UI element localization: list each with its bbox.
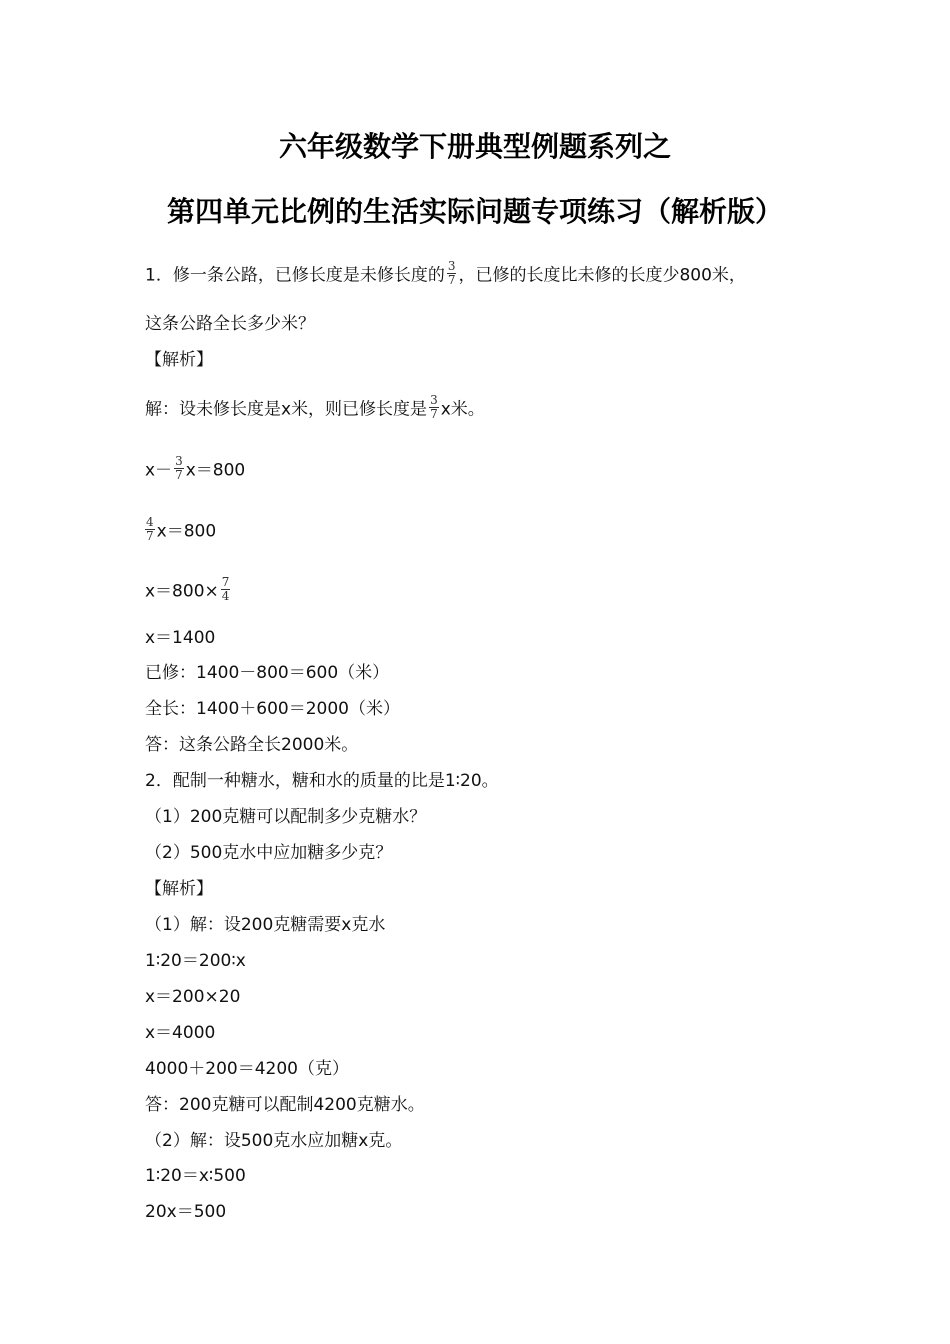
fraction-numerator: 7 (221, 575, 230, 589)
fraction-three-sevenths (429, 394, 439, 421)
fraction-denominator: 7 (430, 407, 438, 421)
equation-line-2 (145, 515, 217, 545)
equation-right: x＝800 (156, 521, 217, 542)
solution-text-part1: 解：设未修长度是x米，则已修长度是 (145, 399, 428, 420)
sub-2-equation-1: 1∶20＝x∶500 (145, 1166, 246, 1186)
fraction-denominator: 7 (447, 273, 456, 287)
equation-left: x－ (145, 460, 173, 481)
equation-line-1 (145, 454, 246, 484)
problem-1-question (145, 259, 746, 289)
problem-1-solution-setup (145, 393, 485, 423)
fraction-denominator: 7 (175, 468, 183, 482)
sub-1-answer: 答：200克糖可以配制4200克糖水。 (145, 1095, 425, 1115)
equation-line-4: x＝1400 (145, 628, 216, 648)
document-title-line-1: 六年级数学下册典型例题系列之 (278, 130, 671, 163)
fraction-denominator: 4 (221, 589, 230, 603)
problem-2-sub-question-1: （1）200克糖可以配制多少克糖水？ (145, 807, 427, 827)
fraction-numerator: 3 (430, 393, 438, 407)
problem-2-sub-question-2: （2）500克水中应加糖多少克？ (145, 843, 393, 863)
sub-1-equation-1: 1∶20＝200∶x (145, 951, 246, 971)
fraction-numerator: 3 (175, 454, 183, 468)
equation-right: x＝800 (185, 460, 246, 481)
equation-line-3 (145, 575, 232, 605)
equation-left: x＝800× (145, 581, 219, 602)
fraction-numerator: 4 (146, 515, 154, 529)
sub-2-equation-2: 20x＝500 (145, 1202, 227, 1222)
fraction-four-sevenths (145, 516, 155, 543)
question-text-part1: 1．修一条公路，已修长度是未修长度的 (145, 265, 445, 286)
document-title-line-2: 第四单元比例的生活实际问题专项练习（解析版） (166, 195, 783, 228)
total-length-calc: 全长：1400＋600＝2000（米） (145, 699, 400, 719)
problem-1-question-line-2: 这条公路全长多少米？ (145, 314, 315, 334)
fraction-three-sevenths (447, 260, 457, 287)
analysis-label-1: 【解析】 (145, 350, 213, 370)
repaired-length-calc: 已修：1400－800＝600（米） (145, 663, 390, 683)
sub-1-equation-4: 4000＋200＝4200（克） (145, 1059, 349, 1079)
sub-1-solution-setup: （1）解：设200克糖需要x克水 (145, 915, 386, 935)
solution-text-part2: x米。 (440, 399, 485, 420)
sub-1-equation-2: x＝200×20 (145, 987, 241, 1007)
problem-2-question: 2．配制一种糖水，糖和水的质量的比是1∶20。 (145, 771, 499, 791)
fraction-seven-fourths (221, 576, 231, 603)
sub-2-solution-setup: （2）解：设500克水应加糖x克。 (145, 1131, 403, 1151)
question-text-part2: ，已修的长度比未修的长度少800米， (458, 265, 746, 286)
fraction-numerator: 3 (447, 259, 456, 273)
sub-1-equation-3: x＝4000 (145, 1023, 216, 1043)
answer-1: 答：这条公路全长2000米。 (145, 735, 359, 755)
fraction-three-sevenths (174, 455, 184, 482)
fraction-denominator: 7 (146, 529, 154, 543)
analysis-label-2: 【解析】 (145, 879, 213, 899)
